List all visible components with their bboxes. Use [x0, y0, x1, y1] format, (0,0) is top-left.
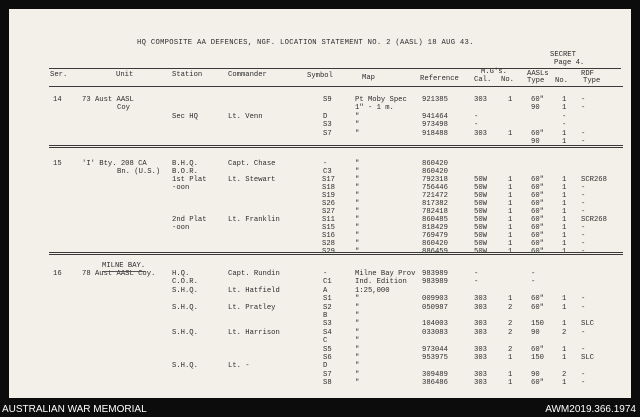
mg-cal-cell: 303: [474, 371, 487, 379]
mg-no-cell: 1: [508, 232, 513, 240]
symbol-cell: S7: [323, 371, 332, 379]
map-cell: ": [355, 160, 360, 168]
reference-cell: 818429: [422, 224, 448, 232]
aasl-no-cell: 2: [562, 329, 567, 337]
symbol-cell: -: [323, 270, 328, 278]
commander-cell: Capt. Rundin: [228, 270, 280, 278]
map-cell: ": [355, 337, 360, 345]
place-heading: MILNE BAY.: [102, 262, 146, 270]
aasl-no-cell: 1: [562, 248, 567, 256]
col-mgs-cal: Cal.: [474, 76, 492, 84]
commander-cell: Lt. Franklin: [228, 216, 280, 224]
page-number: Page 4.: [554, 59, 585, 67]
station-cell: S.H.Q.: [172, 329, 198, 337]
reference-cell: 953975: [422, 354, 448, 362]
reference-cell: 817382: [422, 200, 448, 208]
mg-no-cell: 1: [508, 192, 513, 200]
map-cell: ": [355, 346, 360, 354]
reference-cell: 860485: [422, 216, 448, 224]
aasl-no-cell: 1: [562, 240, 567, 248]
aasl-no-cell: 1: [562, 304, 567, 312]
footer-credit: AUSTRALIAN WAR MEMORIAL: [2, 404, 147, 415]
mg-cal-cell: 50W: [474, 192, 487, 200]
rdf-type-cell: SCR268: [581, 216, 607, 224]
rdf-type-cell: -: [581, 138, 586, 146]
section-separator: [49, 145, 623, 148]
aasl-no-cell: -: [562, 113, 567, 121]
rdf-type-cell: SLC: [581, 354, 594, 362]
aasl-no-cell: 1: [562, 232, 567, 240]
aasl-no-cell: 1: [562, 354, 567, 362]
rdf-type-cell: -: [581, 130, 586, 138]
map-cell: ": [355, 232, 360, 240]
map-cell: ": [355, 248, 360, 256]
reference-cell: 309489: [422, 371, 448, 379]
aasl-no-cell: 1: [562, 320, 567, 328]
symbol-cell: D: [323, 113, 328, 121]
aasl-no-cell: 1: [562, 96, 567, 104]
map-cell: ": [355, 240, 360, 248]
footer-accession: AWM2019.366.1974: [545, 404, 636, 415]
map-cell: ": [355, 379, 360, 387]
reference-cell: 983989: [422, 278, 448, 286]
map-cell: ": [355, 329, 360, 337]
aasl-type-cell: 90: [531, 138, 540, 146]
symbol-cell: S11: [322, 216, 335, 224]
reference-cell: 860420: [422, 240, 448, 248]
mg-cal-cell: 303: [474, 130, 487, 138]
symbol-cell: S3: [323, 121, 332, 129]
serial-number: 16: [53, 270, 62, 278]
reference-cell: 386486: [422, 379, 448, 387]
symbol-cell: D: [323, 362, 328, 370]
symbol-cell: S15: [322, 224, 335, 232]
rdf-type-cell: -: [581, 224, 586, 232]
aasl-type-cell: 60": [531, 224, 544, 232]
mg-cal-cell: -: [474, 270, 479, 278]
reference-cell: 918488: [422, 130, 448, 138]
rdf-type-cell: -: [581, 240, 586, 248]
aasl-type-cell: 60": [531, 295, 544, 303]
rdf-type-cell: -: [581, 346, 586, 354]
reference-cell: 782418: [422, 208, 448, 216]
commander-cell: Lt. Stewart: [228, 176, 276, 184]
reference-cell: 721472: [422, 192, 448, 200]
rdf-type-cell: -: [581, 329, 586, 337]
map-cell: ": [355, 130, 360, 138]
symbol-cell: S26: [322, 200, 335, 208]
mg-no-cell: 1: [508, 96, 513, 104]
aasl-no-cell: 1: [562, 379, 567, 387]
rdf-type-cell: -: [581, 96, 586, 104]
commander-cell: Lt. Venn: [228, 113, 263, 121]
aasl-no-cell: 1: [562, 346, 567, 354]
mg-cal-cell: 50W: [474, 216, 487, 224]
station-cell: H.Q.: [172, 270, 190, 278]
commander-cell: Capt. Chase: [228, 160, 276, 168]
station-cell: S.H.Q.: [172, 304, 198, 312]
mg-cal-cell: 303: [474, 295, 487, 303]
map-cell: Ind. Edition: [355, 278, 407, 286]
reference-cell: 860420: [422, 160, 448, 168]
mg-no-cell: 2: [508, 304, 513, 312]
rdf-type-cell: -: [581, 379, 586, 387]
rdf-type-cell: -: [581, 371, 586, 379]
rdf-type-cell: -: [581, 232, 586, 240]
commander-cell: Lt. Hatfield: [228, 287, 280, 295]
aasl-type-cell: 60": [531, 96, 544, 104]
reference-cell: 973044: [422, 346, 448, 354]
aasl-type-cell: 60": [531, 346, 544, 354]
reference-cell: 886459: [422, 248, 448, 256]
rdf-type-cell: -: [581, 184, 586, 192]
col-reference: Reference: [420, 75, 459, 83]
mg-no-cell: 2: [508, 346, 513, 354]
station-cell: B.H.Q.: [172, 160, 198, 168]
reference-cell: 009903: [422, 295, 448, 303]
symbol-cell: S19: [322, 192, 335, 200]
rdf-type-cell: -: [581, 192, 586, 200]
aasl-type-cell: 60": [531, 176, 544, 184]
col-map: Map: [362, 74, 375, 82]
station-cell: 2nd Plat: [172, 216, 207, 224]
map-cell: ": [355, 224, 360, 232]
aasl-no-cell: 1: [562, 200, 567, 208]
aasl-no-cell: 1: [562, 224, 567, 232]
col-symbol: Symbol: [307, 72, 333, 80]
mg-no-cell: 1: [508, 184, 513, 192]
commander-cell: Lt. Harrison: [228, 329, 280, 337]
commander-cell: Lt. Pratley: [228, 304, 276, 312]
rdf-type-cell: SCR268: [581, 176, 607, 184]
mg-no-cell: 1: [508, 176, 513, 184]
mg-no-cell: 1: [508, 200, 513, 208]
aasl-no-cell: 1: [562, 208, 567, 216]
symbol-cell: C1: [323, 278, 332, 286]
col-unit: Unit: [116, 71, 134, 79]
reference-cell: 033083: [422, 329, 448, 337]
mg-cal-cell: 303: [474, 354, 487, 362]
rdf-type-cell: -: [581, 104, 586, 112]
station-cell: S.H.Q.: [172, 287, 198, 295]
station-cell: C.O.R.: [172, 278, 198, 286]
map-cell: ": [355, 304, 360, 312]
unit-name: Coy: [117, 104, 130, 112]
mg-cal-cell: -: [474, 121, 479, 129]
aasl-type-cell: 60": [531, 184, 544, 192]
aasl-type-cell: 60": [531, 192, 544, 200]
symbol-cell: S17: [322, 176, 335, 184]
aasl-no-cell: 1: [562, 138, 567, 146]
document-page: [9, 9, 631, 398]
mgs-group-header: M.G's.: [481, 68, 507, 76]
symbol-cell: S5: [323, 346, 332, 354]
symbol-cell: S18: [322, 184, 335, 192]
map-cell: 1" - 1 m.: [355, 104, 394, 112]
map-cell: ": [355, 200, 360, 208]
aasl-type-cell: 60": [531, 200, 544, 208]
aasl-no-cell: 1: [562, 176, 567, 184]
mg-cal-cell: 303: [474, 320, 487, 328]
mg-no-cell: 2: [508, 329, 513, 337]
mg-cal-cell: 303: [474, 96, 487, 104]
mg-cal-cell: 50W: [474, 176, 487, 184]
mg-cal-cell: 50W: [474, 200, 487, 208]
mg-cal-cell: 303: [474, 379, 487, 387]
reference-cell: 973498: [422, 121, 448, 129]
mg-no-cell: 1: [508, 295, 513, 303]
station-cell: Sec HQ: [172, 113, 198, 121]
station-cell: -oon: [172, 224, 190, 232]
symbol-cell: S28: [322, 240, 335, 248]
reference-cell: 792318: [422, 176, 448, 184]
mg-cal-cell: 50W: [474, 184, 487, 192]
symbol-cell: B: [323, 312, 328, 320]
aasl-type-cell: 60": [531, 240, 544, 248]
reference-cell: 983989: [422, 270, 448, 278]
reference-cell: 769479: [422, 232, 448, 240]
map-cell: ": [355, 192, 360, 200]
aasl-type-cell: 60": [531, 304, 544, 312]
map-cell: ": [355, 312, 360, 320]
unit-name: Bn. (U.S.): [117, 168, 161, 176]
section-separator: [49, 252, 623, 255]
aasl-type-cell: 90: [531, 329, 540, 337]
col-aasls-type: Type: [527, 77, 545, 85]
header-top-rule: [49, 68, 621, 69]
aasl-type-cell: 90: [531, 104, 540, 112]
reference-cell: 921385: [422, 96, 448, 104]
map-cell: ": [355, 295, 360, 303]
symbol-cell: C3: [323, 168, 332, 176]
aasl-type-cell: 150: [531, 354, 544, 362]
map-cell: 1:25,000: [355, 287, 390, 295]
symbol-cell: S1: [323, 295, 332, 303]
aasl-type-cell: 90: [531, 371, 540, 379]
aasls-group-header: AASLs: [527, 70, 549, 78]
rdf-type-cell: -: [581, 248, 586, 256]
mg-cal-cell: 50W: [474, 232, 487, 240]
map-cell: ": [355, 168, 360, 176]
mg-cal-cell: 303: [474, 346, 487, 354]
reference-cell: 756446: [422, 184, 448, 192]
mg-no-cell: 1: [508, 371, 513, 379]
aasl-no-cell: 2: [562, 371, 567, 379]
classification-stamp: SECRET: [550, 51, 576, 59]
serial-number: 14: [53, 96, 62, 104]
place-heading-underline: [102, 271, 146, 272]
col-station: Station: [172, 71, 203, 79]
serial-number: 15: [53, 160, 62, 168]
commander-cell: Lt. -: [228, 362, 250, 370]
document-title: HQ COMPOSITE AA DEFENCES, NGF. LOCATION STATEMENT NO. 2 (AASL) 18 AUG 43.: [137, 39, 474, 47]
aasl-no-cell: 1: [562, 104, 567, 112]
symbol-cell: S7: [323, 130, 332, 138]
symbol-cell: S3: [323, 320, 332, 328]
map-cell: ": [355, 320, 360, 328]
aasl-type-cell: 60": [531, 379, 544, 387]
aasl-type-cell: 150: [531, 320, 544, 328]
map-cell: ": [355, 184, 360, 192]
mg-no-cell: 1: [508, 248, 513, 256]
map-cell: Milne Bay Prov: [355, 270, 416, 278]
col-ser: Ser.: [50, 71, 68, 79]
mg-cal-cell: 50W: [474, 208, 487, 216]
symbol-cell: S4: [323, 329, 332, 337]
symbol-cell: S6: [323, 354, 332, 362]
rdf-type-cell: -: [581, 200, 586, 208]
footer-bar: [0, 402, 640, 417]
mg-no-cell: 1: [508, 240, 513, 248]
mg-cal-cell: 50W: [474, 224, 487, 232]
mg-cal-cell: -: [474, 278, 479, 286]
reference-cell: 941464: [422, 113, 448, 121]
symbol-cell: S9: [323, 96, 332, 104]
aasl-type-cell: 60": [531, 216, 544, 224]
symbol-cell: S27: [322, 208, 335, 216]
rdf-type-cell: -: [581, 295, 586, 303]
symbol-cell: A: [323, 287, 328, 295]
map-cell: ": [355, 121, 360, 129]
symbol-cell: S29: [322, 248, 335, 256]
unit-name: 73 Aust AASL: [82, 96, 134, 104]
mg-no-cell: 1: [508, 130, 513, 138]
map-cell: ": [355, 208, 360, 216]
col-commander: Commander: [228, 71, 267, 79]
station-cell: -oon: [172, 184, 190, 192]
mg-cal-cell: 50W: [474, 248, 487, 256]
col-mgs-no: No.: [501, 76, 514, 84]
symbol-cell: C: [323, 337, 328, 345]
aasl-type-cell: 60": [531, 208, 544, 216]
col-aasls-no: No.: [555, 77, 568, 85]
mg-no-cell: 2: [508, 320, 513, 328]
rdf-group-header: RDF: [581, 70, 594, 78]
rdf-type-cell: SLC: [581, 320, 594, 328]
rdf-type-cell: -: [581, 304, 586, 312]
aasl-no-cell: 1: [562, 295, 567, 303]
symbol-cell: S2: [323, 304, 332, 312]
symbol-cell: -: [323, 160, 328, 168]
mg-no-cell: 1: [508, 208, 513, 216]
mg-no-cell: 1: [508, 379, 513, 387]
symbol-cell: S8: [323, 379, 332, 387]
mg-no-cell: 1: [508, 354, 513, 362]
aasl-type-cell: 60": [531, 130, 544, 138]
aasl-type-cell: -: [531, 270, 536, 278]
mg-no-cell: 1: [508, 224, 513, 232]
map-cell: ": [355, 176, 360, 184]
map-cell: ": [355, 113, 360, 121]
header-bottom-rule: [49, 86, 623, 87]
aasl-no-cell: 1: [562, 130, 567, 138]
aasl-no-cell: 1: [562, 216, 567, 224]
aasl-no-cell: -: [562, 121, 567, 129]
rdf-type-cell: -: [581, 208, 586, 216]
symbol-cell: S16: [322, 232, 335, 240]
station-cell: B.O.R.: [172, 168, 198, 176]
station-cell: S.H.Q.: [172, 362, 198, 370]
col-rdf-type: Type: [583, 77, 601, 85]
station-cell: 1st Plat: [172, 176, 207, 184]
map-cell: Pt Moby Spec: [355, 96, 407, 104]
mg-cal-cell: 50W: [474, 240, 487, 248]
map-cell: ": [355, 371, 360, 379]
unit-name: 78 Aust AASL Coy.: [82, 270, 156, 278]
aasl-type-cell: -: [531, 278, 536, 286]
aasl-type-cell: 60": [531, 248, 544, 256]
map-cell: ": [355, 216, 360, 224]
aasl-no-cell: 1: [562, 192, 567, 200]
map-cell: ": [355, 362, 360, 370]
reference-cell: 860420: [422, 168, 448, 176]
mg-no-cell: 1: [508, 216, 513, 224]
mg-cal-cell: 303: [474, 304, 487, 312]
mg-cal-cell: 303: [474, 329, 487, 337]
map-cell: ": [355, 354, 360, 362]
mg-cal-cell: -: [474, 113, 479, 121]
unit-name: 'I' Bty. 208 CA: [82, 160, 147, 168]
aasl-type-cell: 60": [531, 232, 544, 240]
reference-cell: 104003: [422, 320, 448, 328]
reference-cell: 050987: [422, 304, 448, 312]
aasl-no-cell: 1: [562, 184, 567, 192]
